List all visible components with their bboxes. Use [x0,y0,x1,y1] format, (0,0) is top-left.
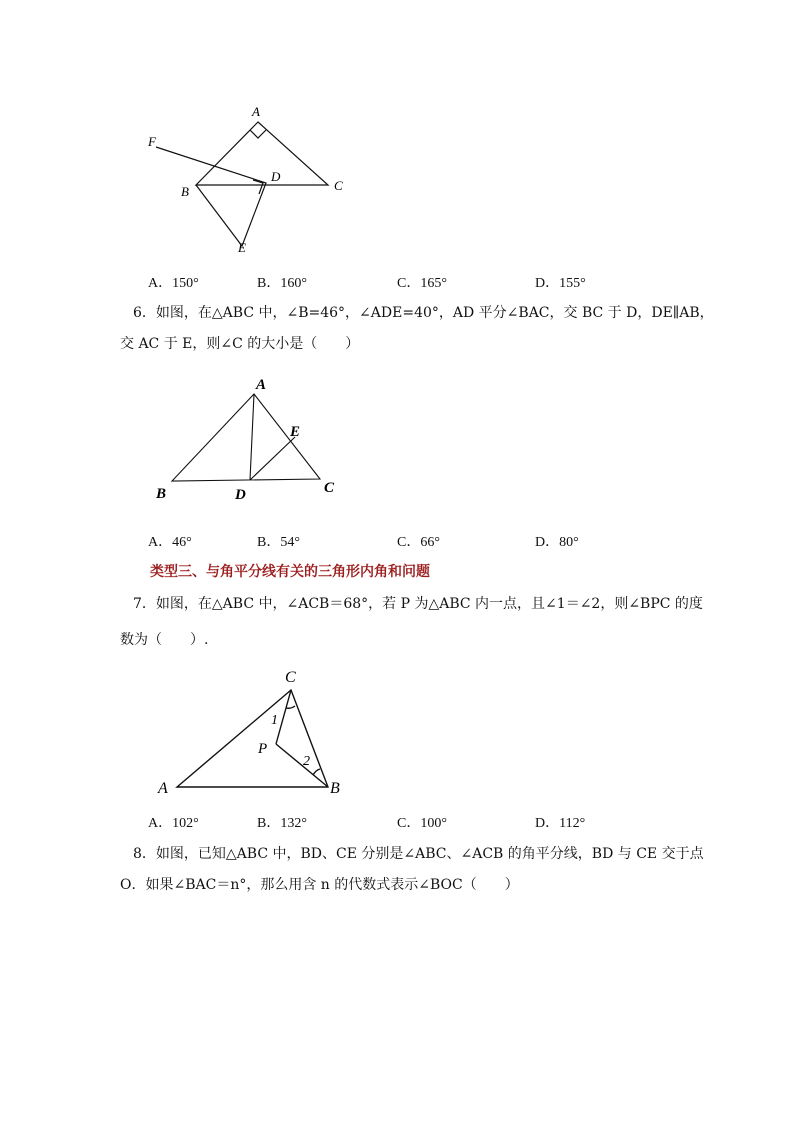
q7-option-a[interactable]: A．102° [148,816,199,831]
label-e: E [238,240,246,255]
label-b: B [156,486,167,502]
q6-text-line-2: 交 AC 于 E，则∠C 的大小是（ ） [120,336,360,352]
label-a: A [158,780,168,797]
fig1-option-a[interactable]: A．150° [148,276,199,291]
q7-figure-diagram [150,662,360,802]
right-angle-mark-a [250,130,266,138]
triangle-abc [177,690,328,787]
label-p: P [258,741,268,757]
segment-de [250,437,295,480]
q7-option-d[interactable]: D．112° [535,816,586,831]
q7-text-line-2: 数为（ ）. [120,632,209,648]
fig1-option-c[interactable]: C．165° [397,276,447,291]
q7-text-line-1: 7．如图，在△ABC 中，∠ACB＝68°，若 P 为△ABC 内一点，且∠1＝∠2，则∠BPC 的度 [133,596,703,612]
label-b: B [330,780,340,797]
segment-cp [276,690,291,744]
label-b: B [181,184,189,199]
fig1-option-d[interactable]: D．155° [535,276,586,291]
angle-arc-2 [313,769,320,775]
label-a: A [256,377,267,393]
q8-text-line-2: O．如果∠BAC＝n°，那么用含 n 的代数式表示∠BOC（ ） [120,877,519,893]
q6-option-c[interactable]: C．66° [397,535,440,550]
label-angle-1: 1 [271,713,278,728]
label-c: C [334,178,343,193]
right-angle-mark-d [253,180,263,194]
segment-ad [250,394,254,480]
triangle-abc [196,122,328,185]
label-f: F [148,134,156,149]
label-c: C [324,480,335,496]
label-angle-2: 2 [303,754,310,769]
q6-option-a[interactable]: A．46° [148,535,192,550]
line-f-d-e [156,147,266,246]
q6-option-b[interactable]: B．54° [257,535,300,550]
fig1-option-b[interactable]: B．160° [257,276,307,291]
label-d: D [271,169,281,184]
label-d: D [235,487,246,503]
angle-arc-1 [286,706,295,708]
q7-option-c[interactable]: C．100° [397,816,447,831]
figure-1-diagram [140,100,360,260]
q7-option-b[interactable]: B．132° [257,816,307,831]
label-c: C [285,669,296,686]
section-heading: 类型三、与角平分线有关的三角形内角和问题 [150,564,430,580]
q8-text-line-1: 8．如图，已知△ABC 中，BD、CE 分别是∠ABC、∠ACB 的角平分线，BD 与 CE 交于点 [133,846,704,862]
label-a: A [252,104,260,119]
q6-option-d[interactable]: D．80° [535,535,579,550]
label-e: E [290,424,301,440]
q6-text-line-1: 6．如图，在△ABC 中，∠B=46°，∠ADE=40°，AD 平分∠BAC，交 BC 于 D，DE∥AB， [133,305,714,321]
q6-figure-diagram [150,372,350,507]
